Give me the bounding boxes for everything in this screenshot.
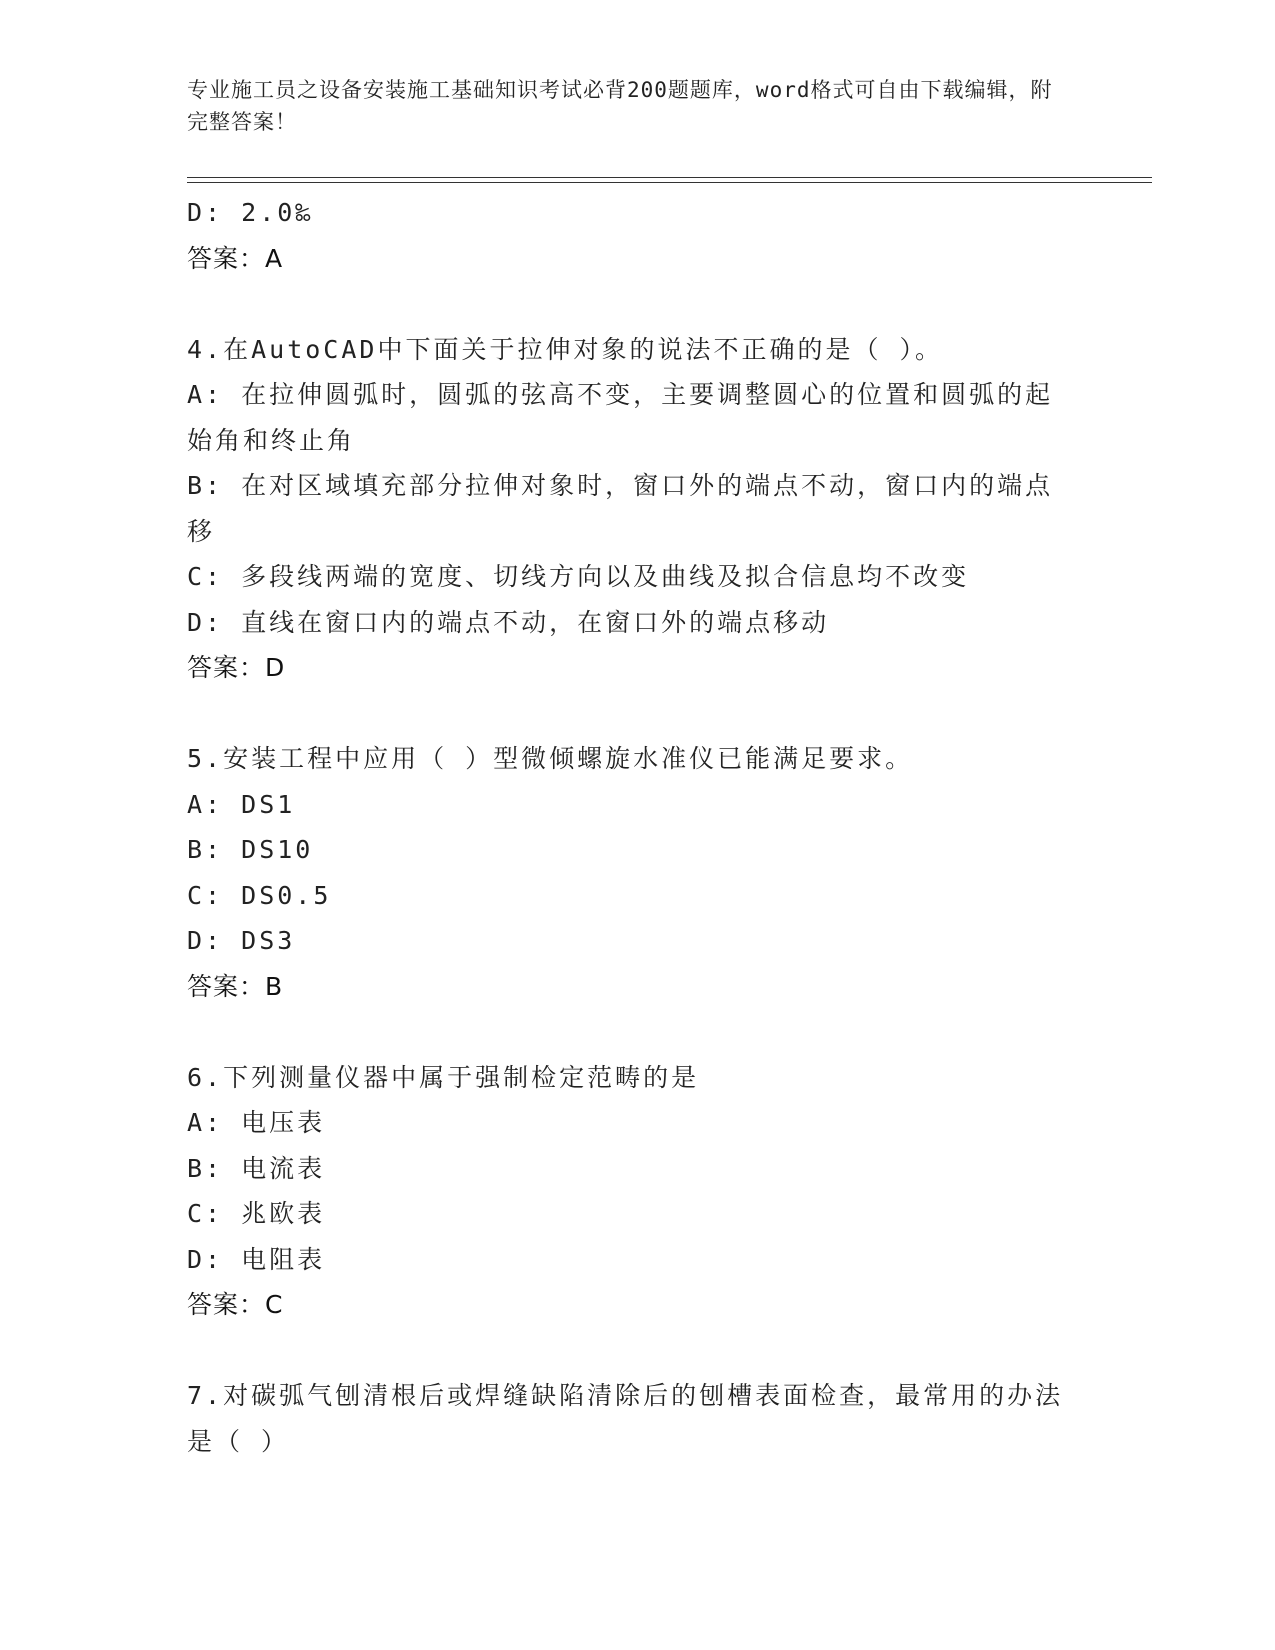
- question-6-answer: 答案：C: [187, 1290, 284, 1319]
- question-7-stem: 7.对碳弧气刨清根后或焊缝缺陷清除后的刨槽表面检查，最常用的办法是（ ）: [187, 1381, 1064, 1456]
- question-6-option-c: C: 兆欧表: [187, 1199, 326, 1228]
- header-divider-bottom: [187, 182, 1152, 183]
- page-header: 专业施工员之设备安装施工基础知识考试必背200题题库，word格式可自由下载编辑，附完整答案！: [187, 78, 1053, 134]
- question-5-option-b: B: DS10: [187, 835, 314, 864]
- question-5-option-a: A: DS1: [187, 789, 296, 819]
- question-4-option-d: D: 直线在窗口内的端点不动，在窗口外的端点移动: [187, 607, 830, 637]
- prev-option-d: D: 2.0‰: [187, 198, 314, 227]
- question-5-option-c: C: DS0.5: [187, 880, 332, 910]
- question-content: [187, 190, 1087, 1464]
- spacer: [187, 1328, 1087, 1374]
- question-4-option-c: C: 多段线两端的宽度、切线方向以及曲线及拟合信息均不改变: [187, 562, 970, 591]
- header-divider-top: [187, 177, 1152, 178]
- question-6-option-d: D: 电阻表: [187, 1244, 326, 1274]
- question-5-stem: 5.安装工程中应用（ ）型微倾螺旋水准仪已能满足要求。: [187, 744, 914, 773]
- question-6-stem: 6.下列测量仪器中属于强制检定范畴的是: [187, 1062, 700, 1092]
- question-6-option-a: A: 电压表: [187, 1108, 326, 1137]
- spacer: [187, 1009, 1087, 1055]
- question-4-answer: 答案：D: [187, 653, 286, 682]
- prev-answer: 答案：A: [187, 243, 284, 273]
- question-5-answer: 答案：B: [187, 971, 284, 1001]
- question-4-option-b: B: 在对区域填充部分拉伸对象时，窗口外的端点不动，窗口内的端点移: [187, 471, 1054, 546]
- spacer: [187, 691, 1087, 737]
- question-4-stem: 4.在AutoCAD中下面关于拉伸对象的说法不正确的是（ ）。: [187, 334, 944, 364]
- question-5: [187, 736, 1087, 1009]
- spacer: [187, 281, 1087, 327]
- question-4-option-a: A: 在拉伸圆弧时，圆弧的弦高不变，主要调整圆心的位置和圆弧的起始角和终止角: [187, 380, 1054, 455]
- question-6: [187, 1055, 1087, 1328]
- question-5-option-d: D: DS3: [187, 926, 296, 955]
- question-6-option-b: B: 电流表: [187, 1153, 326, 1183]
- question-4: [187, 327, 1087, 691]
- question-7: [187, 1373, 1087, 1464]
